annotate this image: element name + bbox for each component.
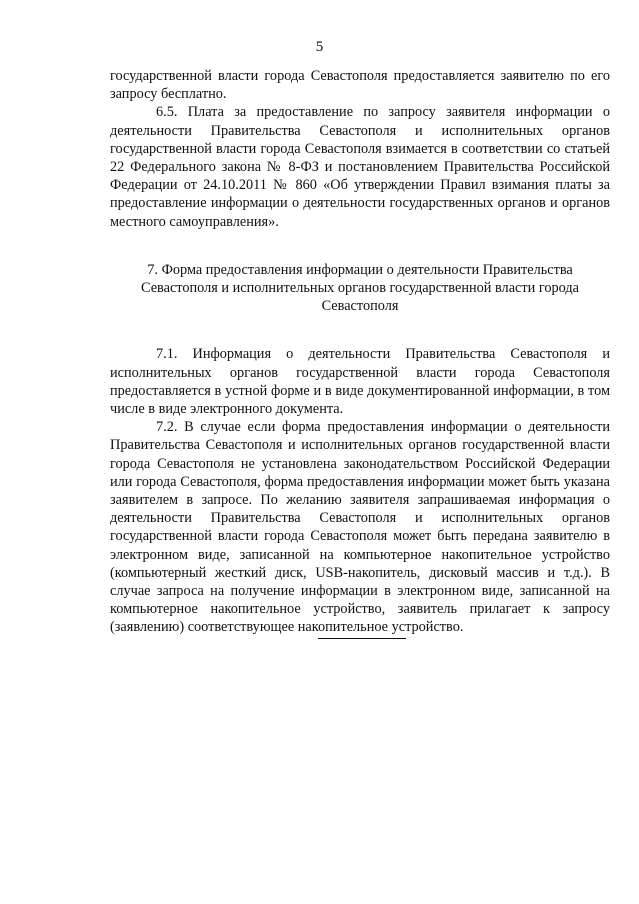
page-number: 5 xyxy=(315,39,324,55)
document-body xyxy=(110,67,610,637)
paragraph-6-5: 6.5. Плата за предоставление по запросу заявителя информации о деятельности Правительства Севастополя и исполнительных органов государственной власти города Севастополя взимается в соответствии со статьей 22 Федерального закона № 8-ФЗ и постановлением Правительства Российской Федерации от 24.10.2011 № 860 «Об утверждении Правил взимания платы за предоставление информации о деятельности государственных органов и органов местного самоуправления». xyxy=(110,104,610,230)
paragraph-continuation: государственной власти города Севастополя предоставляется заявителю по его запросу бесплатно. xyxy=(110,68,610,103)
paragraph-7-1: 7.1. Информация о деятельности Правительства Севастополя и исполнительных органов государственной власти города Севастополя предоставляется в устной форме и в виде документированной информации, в том числе в виде электронного документа. xyxy=(110,346,610,418)
paragraph-7-2: 7.2. В случае если форма предоставления информации о деятельности Правительства Севастополя и исполнительных органов государственной власти города Севастополя не установлена законодательством Российской Федерации или города Севастополя, форма предоставления информации может быть указана заявителем в запросе. По желанию заявителя запрашиваемая информация о деятельности Правительства Севастополя и исполнительных органов государственной власти города Севастополя может быть передана заявителю в электронном виде, записанной на компьютерное накопительное устройство (компьютерный жесткий диск, USB-накопитель, дисковый массив и т.д.). В случае запроса на получение информации в электронном виде, записанной на компьютерное накопительное устройство, заявитель прилагает к запросу (заявлению) соответствующее накопительное устройство. xyxy=(110,419,610,636)
section-7-heading: 7. Форма предоставления информации о деятельности Правительства Севастополя и исполнительных органов государственной власти города Севастополя xyxy=(140,261,580,315)
end-divider-line xyxy=(318,638,406,639)
